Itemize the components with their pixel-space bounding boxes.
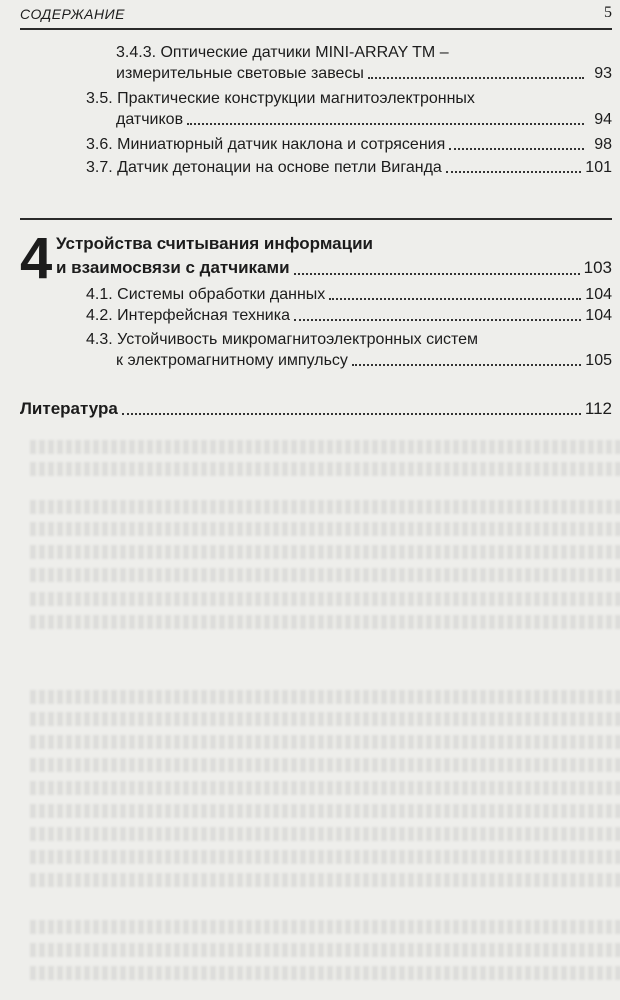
toc-line: Устройства считывания информации bbox=[56, 234, 373, 253]
leader-dots bbox=[352, 364, 581, 366]
toc-line: и взаимосвязи с датчиками 103 bbox=[56, 256, 612, 280]
leader-dots bbox=[329, 298, 581, 300]
chapter-number: 4 bbox=[20, 226, 53, 291]
toc-page-number: 112 bbox=[584, 399, 612, 418]
toc-line: 4.1. Системы обработки данных 104 bbox=[86, 286, 612, 303]
leader-dots bbox=[446, 171, 582, 173]
leader-dots bbox=[294, 319, 581, 321]
toc-page-number: 98 bbox=[594, 136, 612, 153]
toc-entry-literature[interactable] bbox=[20, 398, 612, 420]
chapter-title[interactable] bbox=[56, 232, 612, 280]
toc-entry-3-5[interactable] bbox=[86, 88, 612, 130]
toc-line: датчиков 94 bbox=[116, 111, 612, 128]
toc-entry-3-6[interactable] bbox=[86, 134, 612, 155]
toc-line: 4.2. Интерфейсная техника 104 bbox=[86, 307, 612, 324]
header-rule bbox=[20, 28, 612, 30]
page-number: 5 bbox=[604, 4, 612, 21]
toc-line: 3.6. Миниатюрный датчик наклона и сотрясения 98 bbox=[86, 136, 612, 153]
leader-dots bbox=[294, 273, 580, 275]
header-title: СОДЕРЖАНИЕ bbox=[20, 6, 125, 22]
page-header bbox=[20, 2, 612, 26]
toc-entry-4-2[interactable] bbox=[86, 305, 612, 326]
leader-dots bbox=[187, 123, 584, 125]
leader-dots bbox=[449, 148, 584, 150]
toc-line: к электромагнитному импульсу 105 bbox=[116, 352, 612, 369]
toc-line: 4.3. Устойчивость микромагнитоэлектронных систем bbox=[86, 331, 479, 348]
leader-dots bbox=[122, 413, 581, 415]
toc-page-number: 103 bbox=[583, 258, 612, 277]
toc-page-number: 93 bbox=[594, 65, 612, 82]
toc-line: Литература 112 bbox=[20, 399, 612, 418]
toc-line: 3.4.3. Оптические датчики MINI-ARRAY TM – bbox=[116, 44, 449, 61]
toc-page-number: 105 bbox=[585, 352, 612, 369]
toc-line: 3.5. Практические конструкции магнитоэлектронных bbox=[86, 90, 475, 107]
section-rule bbox=[20, 218, 612, 220]
toc-page-number: 94 bbox=[594, 111, 612, 128]
toc-entry-4-1[interactable] bbox=[86, 284, 612, 305]
toc-page-number: 104 bbox=[585, 307, 612, 324]
toc-page-number: 104 bbox=[585, 286, 612, 303]
toc-line: 3.7. Датчик детонации на основе петли Виганда 101 bbox=[86, 159, 612, 176]
toc-entry-4-3[interactable] bbox=[86, 329, 612, 371]
toc-line: измерительные световые завесы 93 bbox=[116, 65, 612, 82]
toc-entry-3-7[interactable] bbox=[86, 157, 612, 178]
toc-entry-3-4-3[interactable] bbox=[116, 42, 612, 84]
toc-page-number: 101 bbox=[585, 159, 612, 176]
leader-dots bbox=[368, 77, 584, 79]
